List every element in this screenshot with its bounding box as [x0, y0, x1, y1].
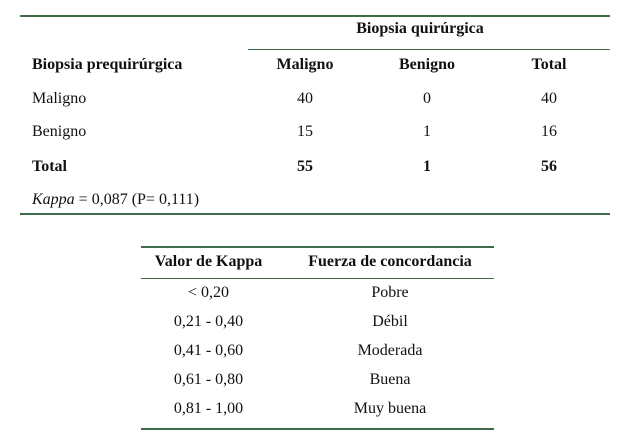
table-cell: 40 [541, 90, 557, 107]
table-cell: 0,41 - 0,60 [173, 342, 244, 359]
table1-top-rule [20, 15, 610, 17]
table-cell: 0,81 - 1,00 [173, 400, 244, 417]
table-cell: 0,61 - 0,80 [173, 371, 244, 388]
table-cell: Pobre [371, 284, 409, 301]
table1-spanner-rule [248, 49, 610, 50]
table1-row-header: Biopsia prequirúrgica [32, 56, 183, 73]
kappa-symbol: Kappa [32, 191, 75, 208]
table-cell: 16 [541, 123, 557, 140]
table-cell: 40 [297, 90, 313, 107]
table-cell: Buena [369, 371, 411, 388]
table-row-label: Benigno [32, 123, 87, 140]
table1-total-label: Total [32, 158, 67, 175]
table-row-label: Maligno [32, 90, 87, 107]
table-cell: Muy buena [353, 400, 427, 417]
table1-total-cell: 56 [541, 158, 557, 175]
table2-col-header-kappa: Valor de Kappa [154, 253, 263, 270]
table-cell: 0,21 - 0,40 [173, 313, 244, 330]
table-cell: Débil [372, 313, 408, 330]
table2-header-rule [141, 278, 494, 279]
table1-bottom-rule [20, 213, 610, 215]
kappa-value: = 0,087 (P= 0,111) [74, 191, 200, 208]
table1-col-header-total: Total [531, 56, 567, 73]
table1-total-cell: 55 [297, 158, 313, 175]
table-cell: 1 [423, 123, 431, 140]
table1-total-cell: 1 [423, 158, 431, 175]
table2-col-header-strength: Fuerza de concordancia [308, 253, 472, 270]
table-cell: 15 [297, 123, 313, 140]
kappa-note [32, 190, 199, 210]
table-cell: Moderada [357, 342, 423, 359]
table-cell: < 0,20 [187, 284, 230, 301]
table2-bottom-rule [141, 428, 494, 430]
table-cell: 0 [423, 90, 431, 107]
table2-top-rule [141, 246, 494, 248]
table1-spanner-header: Biopsia quirúrgica [356, 20, 484, 37]
table1-col-header-benigno: Benigno [398, 56, 455, 73]
table1-col-header-maligno: Maligno [276, 56, 334, 73]
